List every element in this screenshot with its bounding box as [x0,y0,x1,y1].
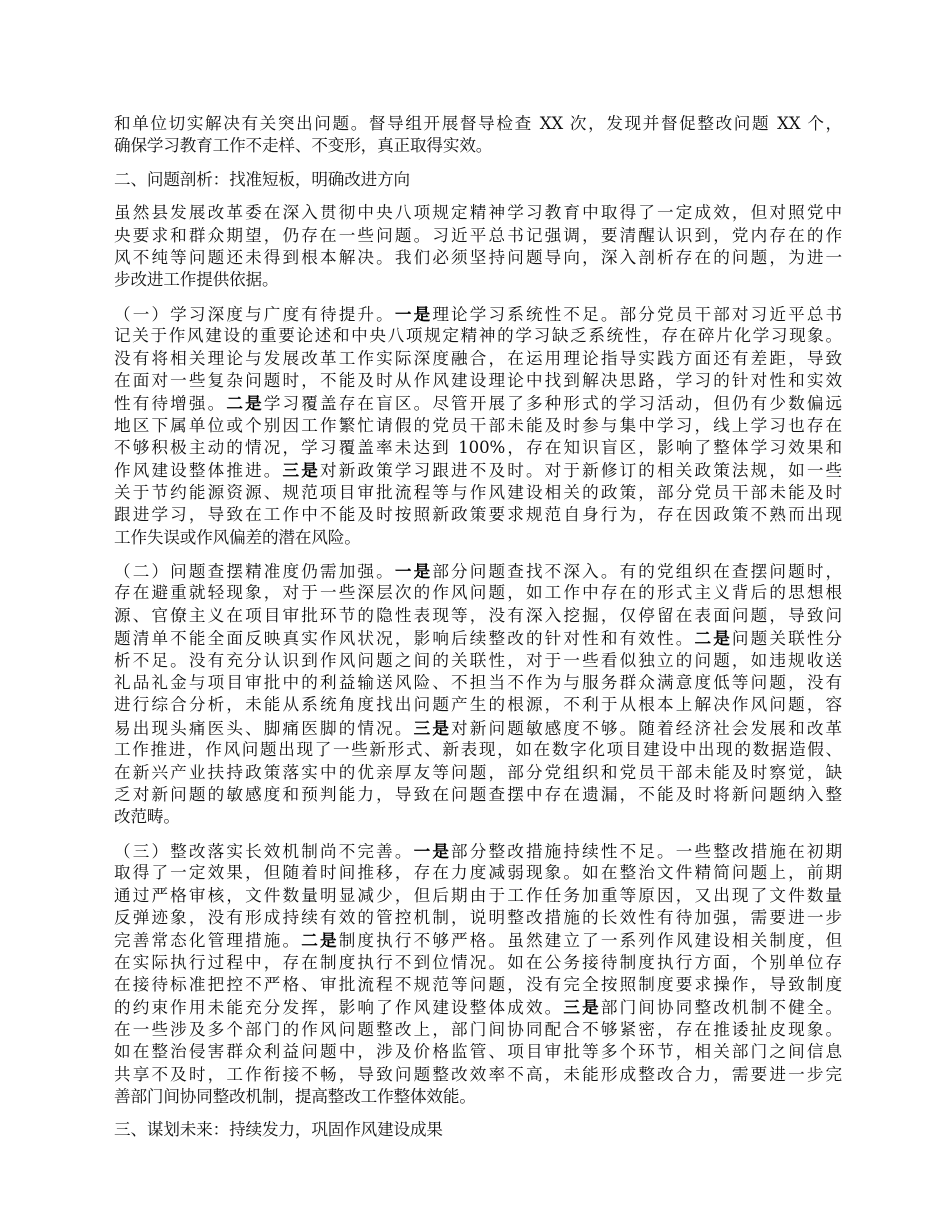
text-line [114,1119,842,1141]
text-run: 析不足。没有充分认识到作风问题之间的关联性，对于一些看似独立的问题，如违规收送 [114,650,842,670]
text-line [114,135,842,157]
text-run: 问题关联性分 [731,629,842,649]
text-line [114,806,842,828]
text-line [114,974,842,996]
text-run: 善部门间协同整改机制，提高整改工作整体效能。 [114,1087,476,1107]
body-paragraph [114,202,842,292]
text-line [114,862,842,884]
text-line [114,504,842,526]
text-line [114,885,842,907]
text-run: （一）学习深度与广度有待提升。 [114,304,395,324]
emphasis-label: 二是 [301,930,339,951]
emphasis-label: 一是 [394,303,433,324]
emphasis-label: 一是 [394,561,433,582]
text-line [114,784,842,806]
text-run: 进行综合分析，未能从系统角度找出问题产生的根源，不利于从根本上解决作风问题，容 [114,695,842,715]
text-run: （三）整改落实长效机制尚不完善。 [114,841,414,861]
text-run: 三、谋划未来：持续发力，巩固作风建设成果 [114,1120,443,1140]
text-run: 共享不及时，工作衔接不畅，导致问题整改效率不高，未能形成整改合力，需要进一步完 [114,1064,842,1084]
text-line [114,437,842,459]
text-line [114,303,842,325]
text-run: （二）问题查摆精准度仍需加强。 [114,562,395,582]
text-line [114,582,842,604]
text-line [114,169,842,191]
text-run: 工作推进，作风问题出现了一些新形式、新表现，如在数字化项目建设中出现的数据造假、 [114,740,842,760]
text-run: 工作失误或作风偏差的潜在风险。 [114,527,361,547]
text-line [114,560,842,582]
text-run: 跟进学习，导致在工作中不能及时按照新政策要求规范自身行为，存在因政策不熟而出现 [114,505,842,525]
text-line [114,113,842,135]
text-line [114,739,842,761]
text-line [114,627,842,649]
text-run: 理论学习系统性不足。部分党员干部对习近平总书 [432,304,842,324]
document-page [114,113,842,1153]
text-run: 取得了一定效果，但随着时间推移，存在力度减弱现象。如在整治文件精简问题上，前期 [114,863,842,883]
emphasis-label: 一是 [413,840,452,861]
text-run: 关于节约能源资源、规范项目审批流程等与作风建设相关的政策，部分党员干部未能及时 [114,482,842,502]
text-line [114,840,842,862]
text-run: 的约束作用未能充分发挥，影响了作风建设整体成效。 [114,998,564,1018]
text-line [114,325,842,347]
text-line [114,650,842,672]
emphasis-label: 二是 [694,628,732,649]
text-line [114,907,842,929]
text-run: 学习覆盖存在盲区。尽管开展了多种形式的学习活动，但仍有少数偏远 [263,394,842,414]
text-run: 完善常态化管理措施。 [114,931,302,951]
text-run: 存在避重就轻现象，对于一些深层次的作风问题，如工作中存在的形式主义背后的思想根 [114,583,842,603]
text-line [114,996,842,1018]
text-run: 确保学习教育工作不走样、不变形，真正取得实效。 [114,136,493,156]
text-line [114,605,842,627]
text-run: 步改进工作提供依据。 [114,270,279,290]
text-line [114,952,842,974]
text-line [114,482,842,504]
text-run: 在面对一些复杂问题时，不能及时从作风建设理论中找到解决思路，学习的针对性和实效 [114,370,842,390]
text-run: 易出现头痛医头、脚痛医脚的情况。 [114,718,414,738]
text-run: 二、问题剖析：找准短板，明确改进方向 [114,169,410,189]
text-line [114,392,842,414]
text-run: 作风建设整体推进。 [114,461,283,481]
section-heading [114,169,842,191]
text-line [114,1064,842,1086]
emphasis-label: 三是 [413,717,452,738]
text-line [114,247,842,269]
text-line [114,1041,842,1063]
body-paragraph [114,113,842,158]
text-run: 部门间协同整改机制不健全。 [600,998,842,1018]
text-run: 在新兴产业扶持政策落实中的优亲厚友等问题，部分党组织和党员干部未能及时察觉，缺 [114,762,842,782]
text-line [114,527,842,549]
text-run: 在实际执行过程中，存在制度执行不到位情况。如在公务接待制度执行方面，个别单位存 [114,952,842,972]
text-line [114,459,842,481]
text-run: 没有将相关理论与发展改革工作实际深度融合，在运用理论指导实践方面还有差距，导致 [114,348,842,368]
text-run: 如在整治侵害群众利益问题中，涉及价格监管、项目审批等多个环节，相关部门之间信息 [114,1042,842,1062]
text-line [114,694,842,716]
text-run: 风不纯等问题还未得到根本解决。我们必须坚持问题导向，深入剖析存在的问题，为进一 [114,247,842,267]
text-line [114,269,842,291]
text-run: 改范畴。 [114,807,180,827]
text-line [114,225,842,247]
text-run: 央要求和群众期望，仍存在一些问题。习近平总书记强调，要清醒认识到，党内存在的作 [114,225,842,245]
body-paragraph [114,560,842,829]
text-run: 对新政策学习跟进不及时。对于新修订的相关政策法规，如一些 [319,461,842,481]
section-heading [114,1119,842,1141]
text-run: 对新问题敏感度不够。随着经济社会发展和改革 [451,718,842,738]
emphasis-label: 二是 [226,393,264,414]
text-run: 部分问题查找不深入。有的党组织在查摆问题时， [432,562,842,582]
text-run: 性有待增强。 [114,394,227,414]
text-line [114,1086,842,1108]
text-line [114,202,842,224]
text-run: 礼品礼金与项目审批中的利益输送风险、不担当不作为与服务群众满意度低等问题，没有 [114,672,842,692]
text-run: 在一些涉及多个部门的作风问题整改上，部门间协同配合不够紧密，存在推诿扯皮现象。 [114,1019,842,1039]
text-run: 在接待标准把控不严格、审批流程不规范等问题，没有完全按照制度要求操作，导致制度 [114,975,842,995]
text-run: 反弹迹象，没有形成持续有效的管控机制，说明整改措施的长效性有待加强，需要进一步 [114,907,842,927]
text-run: 记关于作风建设的重要论述和中央八项规定精神的学习缺乏系统性，存在碎片化学习现象。 [114,326,842,346]
text-run: 制度执行不够严格。虽然建立了一系列作风建设相关制度，但 [338,931,842,951]
body-paragraph [114,303,842,549]
emphasis-label: 三是 [282,460,320,481]
text-run: 通过严格审核，文件数量明显减少，但后期由于工作任务加重等原因，又出现了文件数量 [114,885,842,905]
text-line [114,370,842,392]
text-line [114,672,842,694]
text-run: 乏对新问题的敏感度和预判能力，导致在问题查摆中存在遗漏，不能及时将新问题纳入整 [114,784,842,804]
text-line [114,762,842,784]
text-line [114,1019,842,1041]
emphasis-label: 三是 [563,997,601,1018]
text-run: 和单位切实解决有关突出问题。督导组开展督导检查 XX 次，发现并督促整改问题 XX 个， [114,114,842,133]
text-line [114,717,842,739]
body-paragraph [114,840,842,1109]
text-run: 源、官僚主义在项目审批环节的隐性表现等，没有深入挖掘，仅停留在表面问题，导致问 [114,605,842,625]
text-run: 不够积极主动的情况，学习覆盖率未达到 100%，存在知识盲区，影响了整体学习效果和 [114,438,842,458]
text-run: 题清单不能全面反映真实作风状况，影响后续整改的针对性和有效性。 [114,629,695,649]
text-line [114,415,842,437]
text-run: 地区下属单位或个别因工作繁忙请假的党员干部未能及时参与集中学习，线上学习也存在 [114,415,842,435]
text-run: 部分整改措施持续性不足。一些整改措施在初期 [451,841,842,861]
text-run: 虽然县发展改革委在深入贯彻中央八项规定精神学习教育中取得了一定成效，但对照党中 [114,203,842,223]
text-line [114,348,842,370]
text-line [114,929,842,951]
